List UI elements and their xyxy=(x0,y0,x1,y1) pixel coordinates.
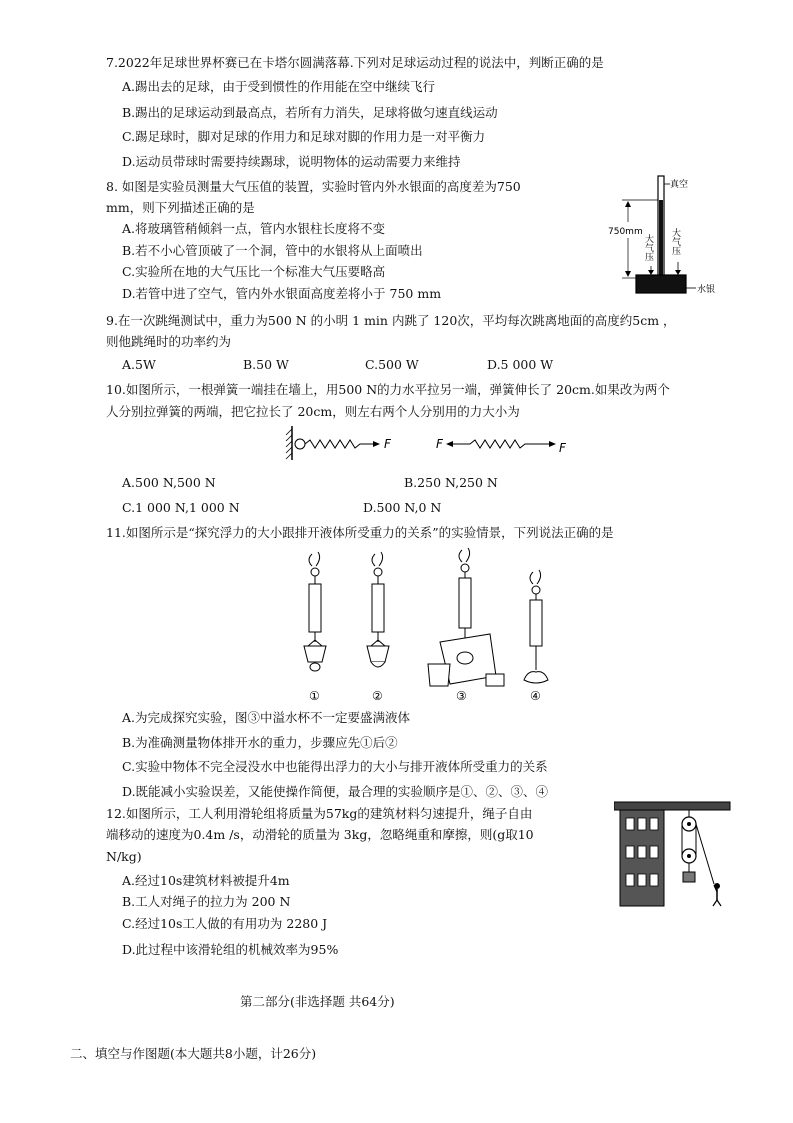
q8-option-b: B.若不小心管顶破了一个洞，管中的水银将从上面喷出 xyxy=(122,243,423,258)
q12-option-b: B.工人对绳子的拉力为 200 N xyxy=(122,894,291,909)
mercury-label: 水银 xyxy=(697,285,716,295)
q9-option-c: C.500 W xyxy=(365,357,419,372)
q11-stem: 11.如图所示是“探究浮力的大小跟排开液体所受重力的关系”的实验情景，下列说法正确的是 xyxy=(106,525,614,540)
q10-option-d: D.500 N,0 N xyxy=(363,500,442,515)
pulley-figure xyxy=(614,800,732,908)
setup-label-4: ④ xyxy=(530,689,541,703)
setup-3 xyxy=(428,548,504,686)
q8-option-c: C.实验所在地的大气压比一个标准大气压要略高 xyxy=(122,264,386,279)
atm-pressure-label-right: 大气压 xyxy=(670,228,680,255)
setup-label-2: ② xyxy=(372,689,383,703)
q9-stem-line1: 9.在一次跳绳测试中，重力为500 N 的小明 1 min 内跳了 120次，平均每次跳离地面的高度约5cm ， xyxy=(106,313,676,328)
height-label: 750mm xyxy=(608,227,643,237)
vacuum-label: 真空 xyxy=(670,180,689,190)
setup-4 xyxy=(524,570,548,683)
q9-stem-line2: 则他跳绳时的功率约为 xyxy=(106,334,232,349)
q7-stem: 7.2022年足球世界杯赛已在卡塔尔圆满落幕.下列对足球运动过程的说法中，判断正确的是 xyxy=(106,55,604,70)
q8-option-d: D.若管中进了空气，管内外水银面高度差将小于 750 mm xyxy=(122,286,442,301)
q10-option-b: B.250 N,250 N xyxy=(404,475,498,490)
q8-stem-line1: 8. 如图是实验员测量大气压值的装置，实验时管内外水银面的高度差为750 xyxy=(106,179,521,194)
q11-option-b: B.为准确测量物体排开水的重力，步骤应先①后② xyxy=(122,735,398,750)
q12-stem-line1: 12.如图所示，工人利用滑轮组将质量为57kg的建筑材料匀速提升，绳子自由 xyxy=(106,806,533,821)
q7-option-a: A.踢出去的足球，由于受到惯性的作用能在空中继续飞行 xyxy=(122,79,436,94)
q9-option-b: B.50 W xyxy=(243,357,289,372)
q11-option-a: A.为完成探究实验，图③中溢水杯不一定要盛满液体 xyxy=(122,710,411,725)
buoyancy-experiment-figure xyxy=(290,546,560,704)
q7-option-d: D.运动员带球时需要持续踢球，说明物体的运动需要力来维持 xyxy=(122,154,461,169)
q11-option-d: D.既能减小实验误差，又能使操作简便，最合理的实验顺序是①、②、③、④ xyxy=(122,784,549,799)
q12-option-d: D.此过程中该滑轮组的机械效率为95% xyxy=(122,942,339,957)
q7-option-c: C.踢足球时，脚对足球的作用力和足球对脚的作用力是一对平衡力 xyxy=(122,129,486,144)
setup-label-3: ③ xyxy=(456,689,467,703)
section-two-heading: 二、填空与作图题(本大题共8小题，计26分) xyxy=(70,1046,317,1061)
q12-option-a: A.经过10s建筑材料被提升4m xyxy=(122,873,290,888)
q9-option-a: A.5W xyxy=(122,357,156,372)
setup-2 xyxy=(367,552,389,667)
q10-stem-line1: 10.如图所示，一根弹簧一端挂在墙上，用500 N的力水平拉另一端，弹簧伸长了 20cm.如果改为两个 xyxy=(106,382,670,397)
q12-stem-line3: N/kg) xyxy=(106,849,142,864)
force-label-f1: F xyxy=(384,437,391,451)
q10-option-c: C.1 000 N,1 000 N xyxy=(122,500,240,515)
q11-option-c: C.实验中物体不完全浸没水中也能得出浮力的大小与排开液体所受重力的关系 xyxy=(122,759,548,774)
part-two-heading: 第二部分(非选择题 共64分) xyxy=(240,994,395,1009)
force-label-f2: F xyxy=(436,437,443,451)
setup-1 xyxy=(304,552,326,671)
setup-label-1: ① xyxy=(309,689,320,703)
q9-option-d: D.5 000 W xyxy=(487,357,554,372)
q10-stem-line2: 人分别拉弹簧的两端，把它拉长了 20cm，则左右两个人分别用的力大小为 xyxy=(106,404,520,419)
torricelli-figure xyxy=(608,170,723,302)
spring-figure xyxy=(280,424,580,464)
q8-option-a: A.将玻璃管稍倾斜一点，管内水银柱长度将不变 xyxy=(122,221,386,236)
q12-option-c: C.经过10s工人做的有用功为 2280 J xyxy=(122,916,328,931)
force-label-f3: F xyxy=(559,441,566,455)
q8-stem-line2: mm，则下列描述正确的是 xyxy=(106,200,255,215)
atm-pressure-label-left: 大气压 xyxy=(643,234,653,261)
q12-stem-line2: 端移动的速度为0.4m /s，动滑轮的质量为 3kg，忽略绳重和摩擦，则(g取10 xyxy=(106,827,534,842)
q10-option-a: A.500 N,500 N xyxy=(122,475,216,490)
q7-option-b: B.踢出的足球运动到最高点，若所有力消失，足球将做匀速直线运动 xyxy=(122,105,498,120)
